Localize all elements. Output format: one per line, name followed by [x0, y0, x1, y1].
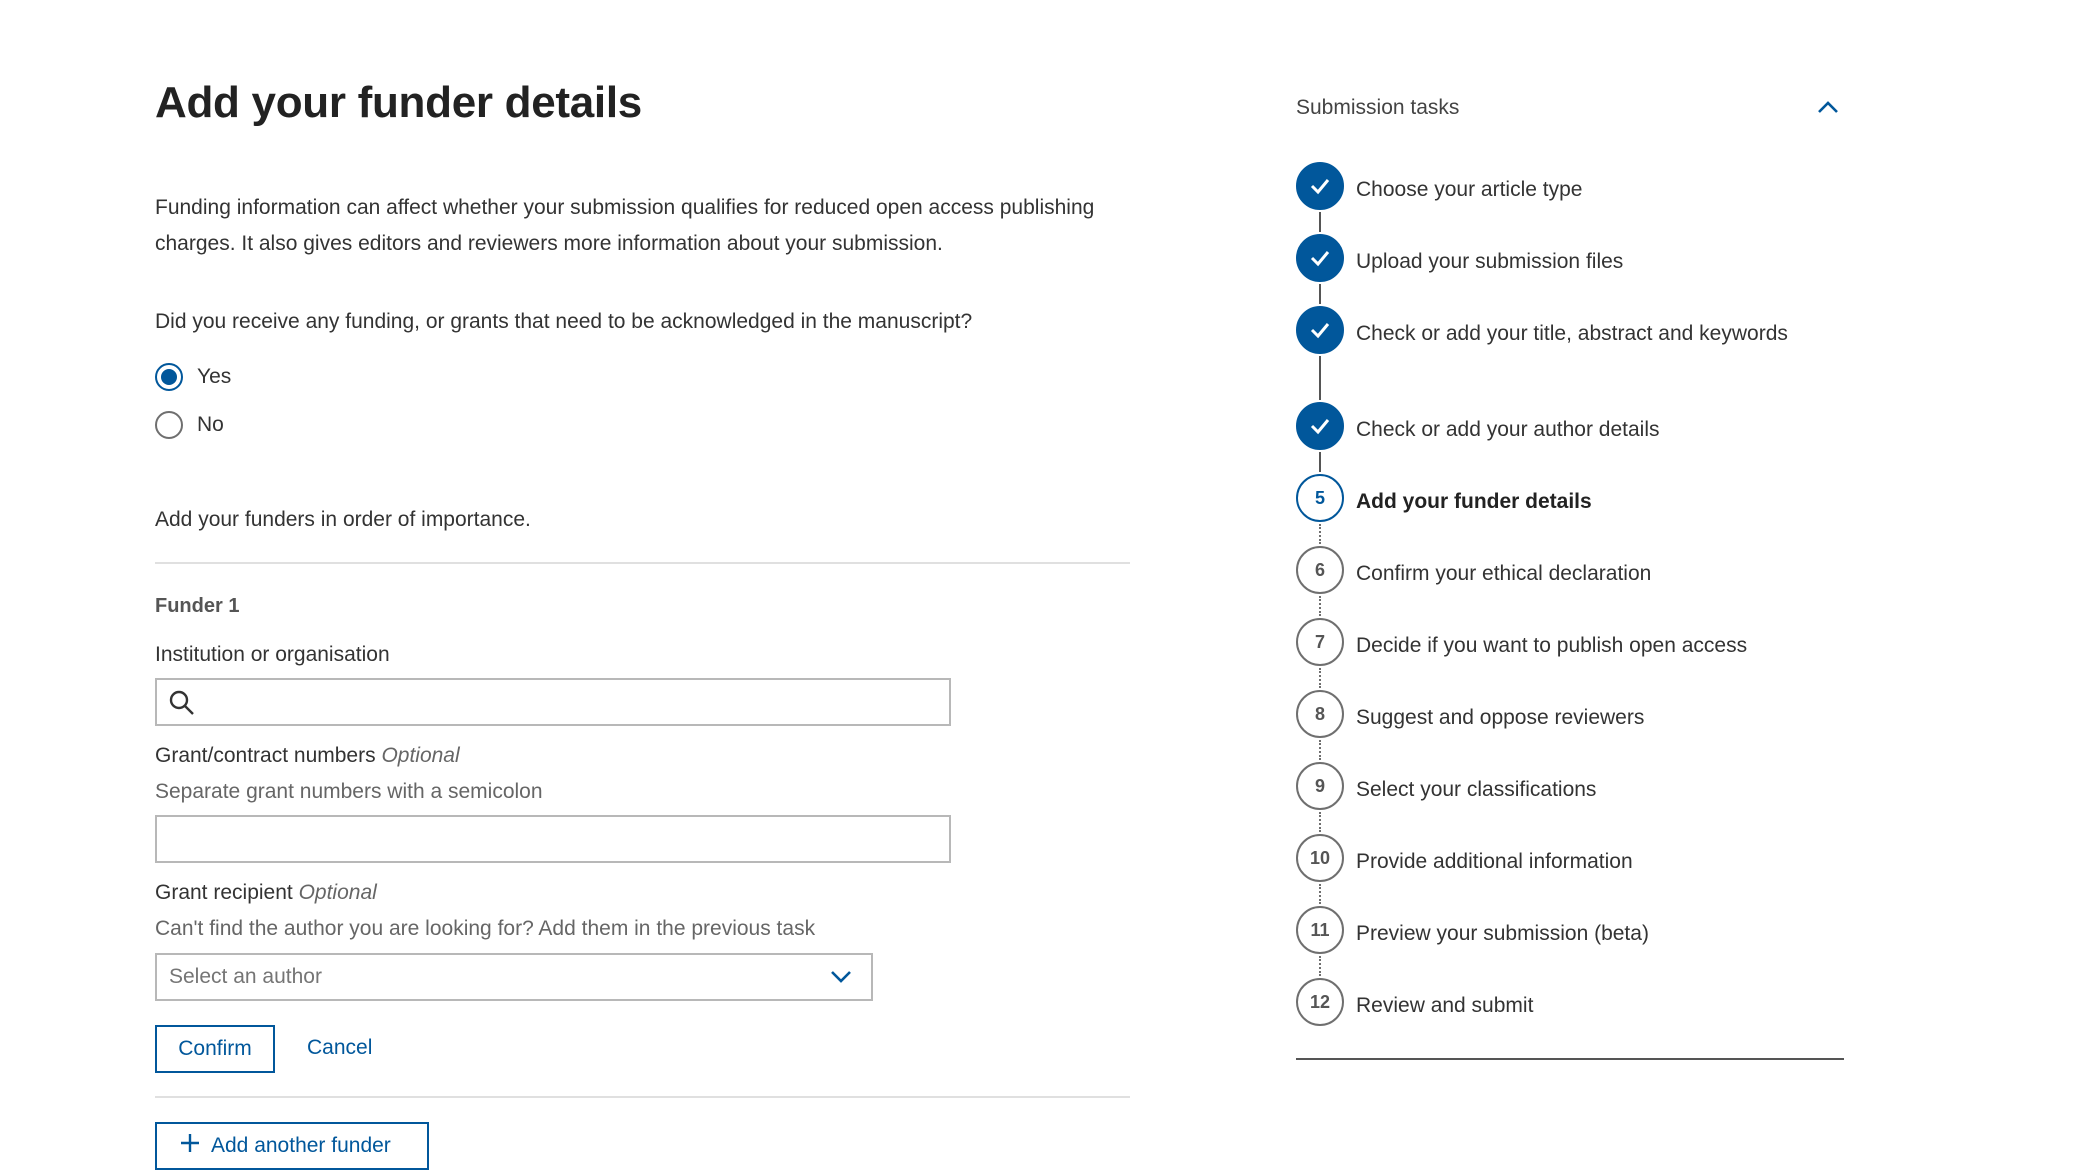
- step-connector: [1319, 668, 1321, 688]
- checkmark-icon: [1296, 162, 1344, 210]
- step-number-badge: 12: [1296, 978, 1344, 1026]
- divider: [155, 1096, 1130, 1098]
- step-connector: [1319, 956, 1321, 976]
- step-connector: [1319, 812, 1321, 832]
- task-step-label: Add your funder details: [1356, 490, 1592, 513]
- order-note: Add your funders in order of importance.: [155, 508, 531, 531]
- task-step-label: Review and submit: [1356, 994, 1534, 1017]
- cancel-button[interactable]: Cancel: [307, 1036, 373, 1059]
- task-step-label: Choose your article type: [1356, 178, 1583, 201]
- step-number-badge: 8: [1296, 690, 1344, 738]
- grant-hint: Separate grant numbers with a semicolon: [155, 780, 543, 803]
- radio-option-yes[interactable]: [155, 363, 231, 391]
- step-number-badge: 5: [1296, 474, 1344, 522]
- task-step-label: Provide additional information: [1356, 850, 1633, 873]
- institution-search-input[interactable]: [155, 678, 951, 726]
- plus-icon: [179, 1132, 201, 1160]
- step-connector: [1319, 356, 1321, 400]
- radio-button[interactable]: [155, 411, 183, 439]
- checkmark-icon: [1296, 234, 1344, 282]
- step-number-badge: 11: [1296, 906, 1344, 954]
- search-icon: [169, 690, 195, 721]
- step-connector: [1319, 284, 1321, 304]
- page-title: Add your funder details: [155, 78, 642, 127]
- task-step-label: Preview your submission (beta): [1356, 922, 1649, 945]
- step-connector: [1319, 524, 1321, 544]
- institution-label: Institution or organisation: [155, 643, 390, 666]
- chevron-down-icon: [829, 967, 853, 993]
- sidebar-title: Submission tasks: [1296, 96, 1460, 119]
- optional-tag: Optional: [381, 744, 460, 767]
- task-step-label: Upload your submission files: [1356, 250, 1624, 273]
- step-number-badge: 7: [1296, 618, 1344, 666]
- chevron-up-icon[interactable]: [1816, 98, 1840, 121]
- add-funder-button[interactable]: [155, 1122, 429, 1170]
- add-funder-label: Add another funder: [211, 1134, 391, 1157]
- select-placeholder: Select an author: [169, 965, 322, 988]
- funder-heading: Funder 1: [155, 595, 240, 617]
- checkmark-icon: [1296, 306, 1344, 354]
- task-step-label: Check or add your author details: [1356, 418, 1660, 441]
- funding-question: Did you receive any funding, or grants that need to be acknowledged in the manuscript?: [155, 310, 973, 333]
- sidebar-divider: [1296, 1058, 1844, 1060]
- step-connector: [1319, 452, 1321, 472]
- step-number-badge: 6: [1296, 546, 1344, 594]
- radio-label-no: No: [197, 413, 224, 436]
- task-step-label: Confirm your ethical declaration: [1356, 562, 1652, 585]
- checkmark-icon: [1296, 402, 1344, 450]
- step-number-badge: 9: [1296, 762, 1344, 810]
- radio-option-no[interactable]: [155, 411, 224, 439]
- confirm-button[interactable]: Confirm: [155, 1025, 275, 1073]
- step-connector: [1319, 740, 1321, 760]
- task-step-label: Select your classifications: [1356, 778, 1597, 801]
- step-number-badge: 10: [1296, 834, 1344, 882]
- step-connector: [1319, 884, 1321, 904]
- task-step-label: Decide if you want to publish open access: [1356, 634, 1748, 657]
- task-step-label: Suggest and oppose reviewers: [1356, 706, 1645, 729]
- grant-recipient-select[interactable]: [155, 953, 873, 1001]
- divider: [155, 562, 1130, 564]
- grant-numbers-input[interactable]: [155, 815, 951, 863]
- task-step-label: Check or add your title, abstract and keywords: [1356, 322, 1788, 345]
- optional-tag: Optional: [298, 881, 377, 904]
- step-connector: [1319, 212, 1321, 232]
- radio-button-selected[interactable]: [155, 363, 183, 391]
- step-connector: [1319, 596, 1321, 616]
- grant-label: Grant/contract numbers Optional: [155, 744, 460, 767]
- recipient-hint: Can't find the author you are looking for? Add them in the previous task: [155, 917, 816, 940]
- radio-label-yes: Yes: [197, 365, 232, 388]
- intro-text: Funding information can affect whether your submission qualifies for reduced open access publishing charges. It also gives editors and reviewers more information about your submission.: [155, 196, 1095, 255]
- recipient-label: Grant recipient Optional: [155, 881, 377, 904]
